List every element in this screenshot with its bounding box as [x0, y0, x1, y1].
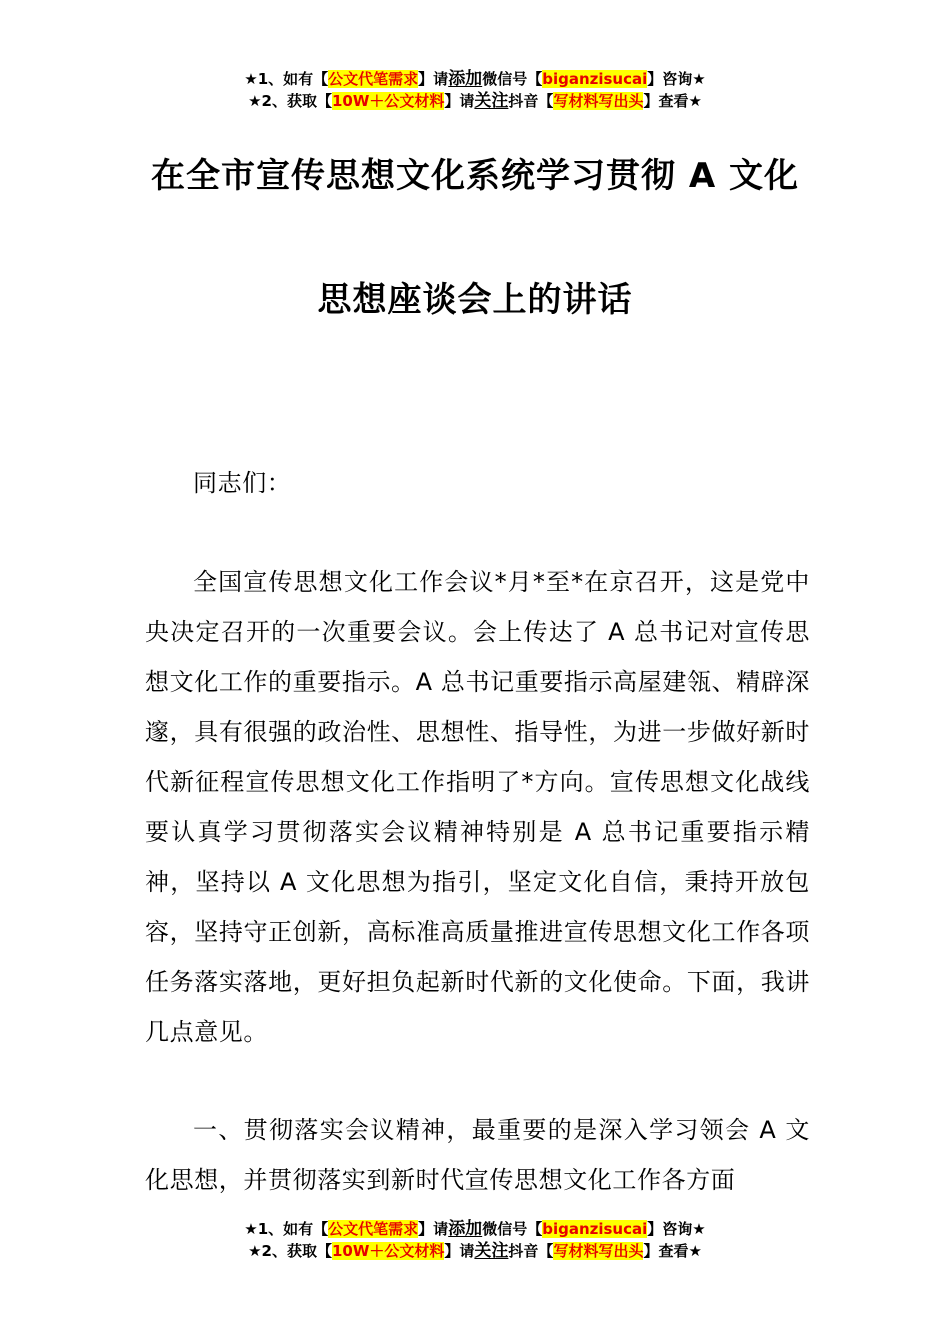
- promo-emphasis: 关注: [474, 1241, 509, 1261]
- promo-wechat-id: biganzisucai: [542, 1220, 648, 1238]
- document-title-line-2: 思想座谈会上的讲话: [317, 280, 633, 320]
- promo-text: 微信号【: [482, 70, 543, 88]
- promo-footer: [0, 1218, 950, 1262]
- promo-text: 】请: [418, 1220, 449, 1238]
- promo-text: 】咨询★: [647, 1220, 706, 1238]
- document-title-line-1: 在全市宣传思想文化系统学习贯彻 A 文化: [151, 156, 799, 196]
- promo-header: [0, 68, 950, 112]
- promo-text: 微信号【: [482, 1220, 543, 1238]
- promo-text: 抖音【: [508, 92, 554, 110]
- promo-highlight: 公文代笔需求: [328, 1220, 419, 1238]
- promo-highlight: 10W＋公文材料: [331, 92, 445, 110]
- promo-emphasis: 添加: [448, 69, 483, 89]
- promo-line-1: [0, 68, 950, 90]
- promo-text: ★1、如有【: [244, 70, 329, 88]
- body-paragraph: 全国宣传思想文化工作会议*月*至*在京召开，这是党中央决定召开的一次重要会议。会上传达了 A 总书记对宣传思想文化工作的重要指示。A 总书记重要指示高屋建瓴、精辟深邃，具有很强的政治性、思想性、指导性，为进一步做好新时代新征程宣传思想文化工作指明了*方向。宣传思想文化战线要认真学习贯彻落实会议精神特别是 A 总书记重要指示精神，坚持以 A 文化思想为指引，坚定文化自信，秉持开放包容，坚持守正创新，高标准高质量推进宣传思想文化工作各项任务落实落地，更好担负起新时代新的文化使命。下面，我讲几点意见。: [145, 568, 810, 1046]
- promo-text: 】请: [418, 70, 449, 88]
- promo-line-2: [0, 1240, 950, 1262]
- promo-text: ★1、如有【: [244, 1220, 329, 1238]
- section-heading-paragraph: 一、贯彻落实会议精神，最重要的是深入学习领会 A 文化思想，并贯彻落实到新时代宣传思想文化工作各方面: [145, 1116, 810, 1194]
- promo-douyin-id: 写材料写出头: [553, 1242, 644, 1260]
- salutation: 同志们：: [193, 469, 292, 497]
- promo-text: 】查看★: [643, 1242, 702, 1260]
- promo-line-2: [0, 90, 950, 112]
- promo-emphasis: 添加: [448, 1219, 483, 1239]
- promo-douyin-id: 写材料写出头: [553, 92, 644, 110]
- promo-text: 】咨询★: [647, 70, 706, 88]
- promo-highlight: 10W＋公文材料: [331, 1242, 445, 1260]
- promo-wechat-id: biganzisucai: [542, 70, 648, 88]
- promo-text: ★2、获取【: [248, 92, 332, 110]
- promo-highlight: 公文代笔需求: [328, 70, 419, 88]
- promo-text: 】请: [444, 1242, 475, 1260]
- promo-text: 抖音【: [508, 1242, 554, 1260]
- promo-text: ★2、获取【: [248, 1242, 332, 1260]
- promo-line-1: [0, 1218, 950, 1240]
- promo-text: 】请: [444, 92, 475, 110]
- promo-emphasis: 关注: [474, 91, 509, 111]
- promo-text: 】查看★: [643, 92, 702, 110]
